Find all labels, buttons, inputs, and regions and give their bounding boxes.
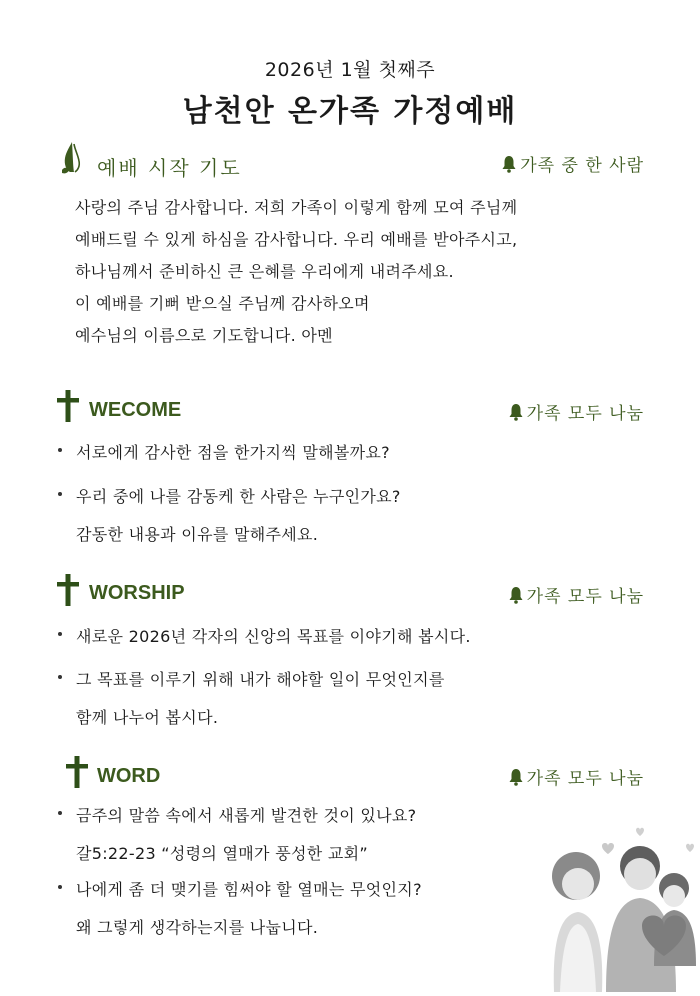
opening-who: [501, 151, 644, 176]
welcome-continuation: 감동한 내용과 이유를 말해주세요.: [76, 525, 319, 544]
word-scripture: 갈5:22-23 “성령의 열매가 풍성한 교회”: [76, 844, 368, 863]
welcome-heading: WECOME: [89, 399, 182, 421]
prayer-line: 하나님께서 준비하신 큰 은혜를 우리에게 내려주세요.: [75, 262, 454, 281]
word-heading: WORD: [97, 765, 161, 787]
welcome-who-label: 가족 모두 나눔: [526, 404, 644, 424]
opening-who-label: 가족 중 한 사람: [520, 156, 644, 176]
welcome-who: [508, 399, 644, 424]
welcome-item: 서로에게 감사한 점을 한가지씩 말해볼까요?: [76, 440, 390, 463]
subtitle: 2026년 1월 첫째주: [264, 59, 436, 81]
opening-heading: 예배 시작 기도: [97, 156, 242, 180]
cross-icon: [57, 574, 79, 610]
word-item: 금주의 말씀 속에서 새롭게 발견한 것이 있나요?: [76, 803, 416, 826]
cross-icon: [66, 756, 88, 792]
prayer-line: 사랑의 주님 감사합니다. 저희 가족이 이렇게 함께 모여 주님께: [75, 198, 518, 217]
page-title: 남천안 온가족 가정예배: [182, 94, 518, 129]
prayer-line: 예배드릴 수 있게 하심을 감사합니다. 우리 예배를 받아주시고,: [75, 230, 518, 249]
word-who: [508, 764, 644, 789]
worship-heading: WORSHIP: [89, 582, 185, 604]
worship-item: 새로운 2026년 각자의 신앙의 목표를 이야기해 봅시다.: [76, 624, 471, 647]
worship-who: [508, 582, 644, 607]
welcome-item: 우리 중에 나를 감동케 한 사람은 누구인가요?: [76, 484, 401, 507]
worship-item: 그 목표를 이루기 위해 내가 해야할 일이 무엇인지를: [76, 667, 445, 690]
word-continuation: 왜 그렇게 생각하는지를 나눕니다.: [76, 918, 319, 937]
prayer-line: 예수님의 이름으로 기도합니다. 아멘: [75, 326, 333, 345]
worship-who-label: 가족 모두 나눔: [526, 587, 644, 607]
word-who-label: 가족 모두 나눔: [526, 769, 644, 789]
opening-prayer: [75, 192, 517, 352]
prayer-line: 이 예배를 기뻐 받으실 주님께 감사하오며: [75, 294, 370, 313]
praying-hands-icon: [60, 140, 84, 180]
worship-continuation: 함께 나누어 봅시다.: [76, 708, 219, 727]
bell-icon: [508, 403, 524, 421]
word-item: 나에게 좀 더 맺기를 힘써야 할 열매는 무엇인지?: [76, 877, 422, 900]
bell-icon: [508, 768, 524, 786]
bell-icon: [508, 586, 524, 604]
family-illustration: [536, 826, 700, 996]
bell-icon: [501, 155, 517, 173]
cross-icon: [57, 390, 79, 426]
